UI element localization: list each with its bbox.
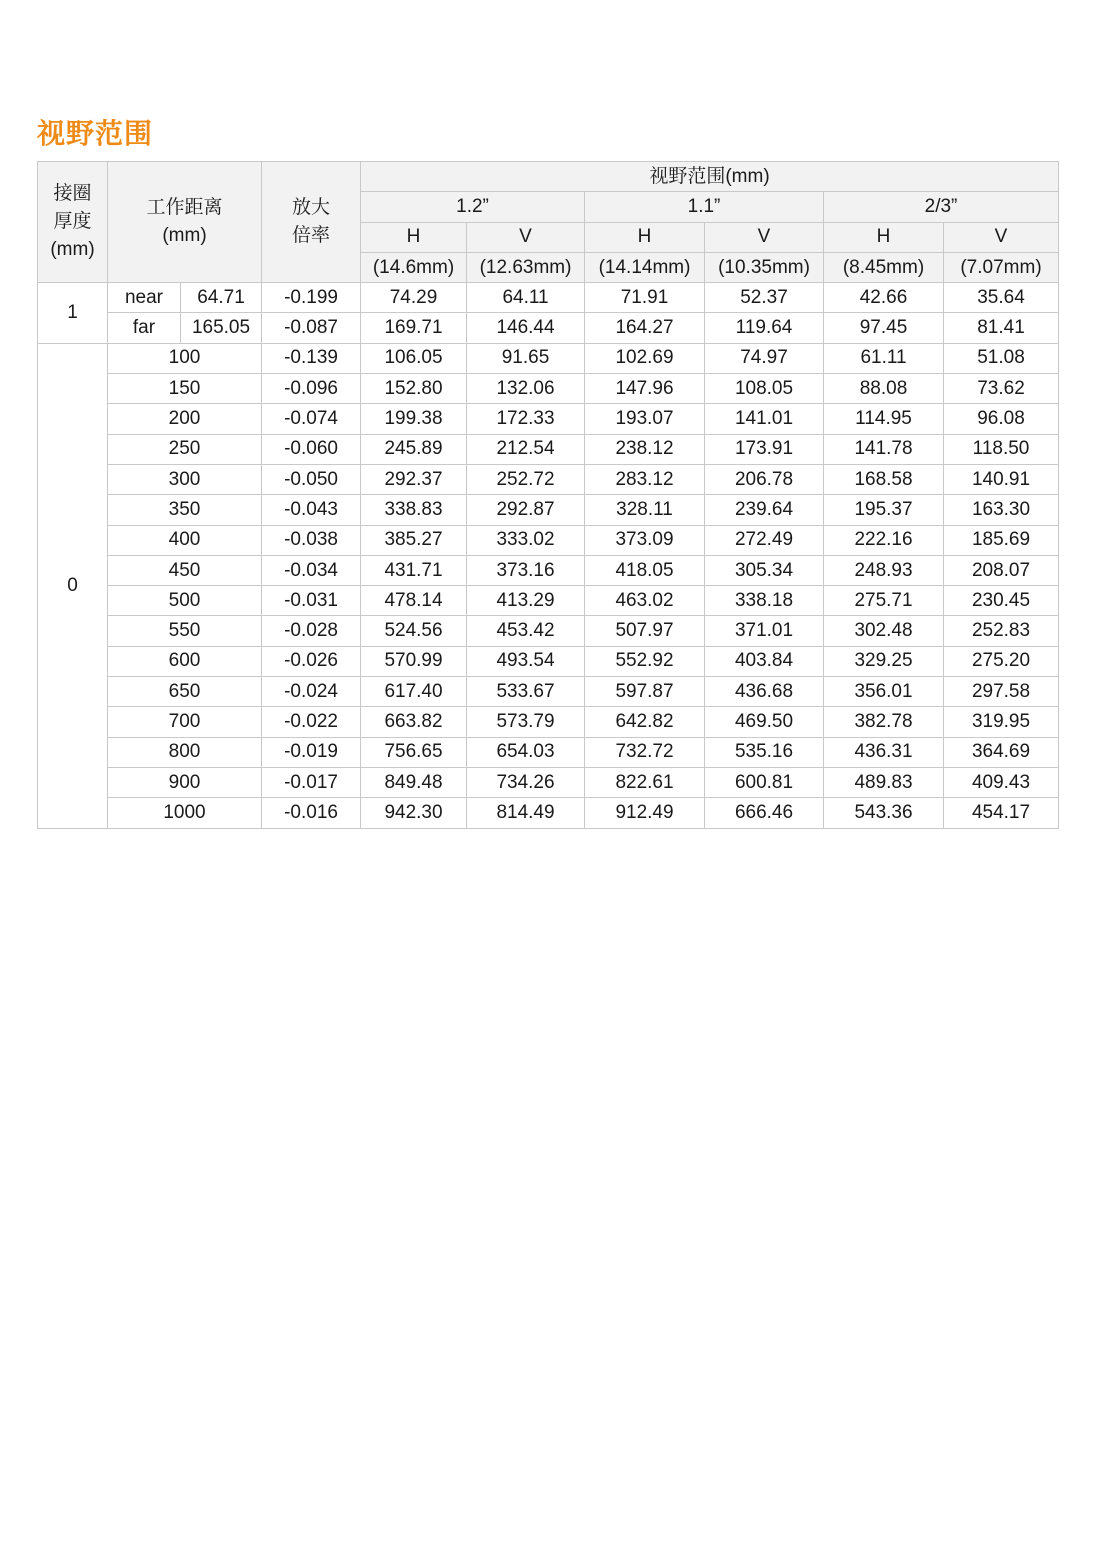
fov-value-cell: 275.20	[944, 646, 1059, 676]
fov-value-cell: 642.82	[585, 707, 705, 737]
fov-value-cell: 403.84	[705, 646, 824, 676]
fov-value-cell: 146.44	[467, 313, 585, 343]
fov-value-cell: 732.72	[585, 737, 705, 767]
table-row	[38, 616, 1059, 646]
fov-value-cell: 431.71	[361, 555, 467, 585]
table-row	[38, 767, 1059, 797]
magnification-cell: -0.050	[262, 464, 361, 494]
header-sensor-1-2: 1.2”	[361, 192, 585, 222]
fov-value-cell: 524.56	[361, 616, 467, 646]
magnification-cell: -0.028	[262, 616, 361, 646]
fov-value-cell: 199.38	[361, 404, 467, 434]
fov-value-cell: 493.54	[467, 646, 585, 676]
table-row	[38, 798, 1059, 828]
working-distance-cell: 700	[108, 707, 262, 737]
fov-value-cell: 297.58	[944, 677, 1059, 707]
working-distance-cell: 650	[108, 677, 262, 707]
fov-value-cell: 118.50	[944, 434, 1059, 464]
fov-value-cell: 305.34	[705, 555, 824, 585]
fov-value-cell: 329.25	[824, 646, 944, 676]
table-row	[38, 646, 1059, 676]
fov-value-cell: 272.49	[705, 525, 824, 555]
magnification-cell: -0.074	[262, 404, 361, 434]
fov-value-cell: 61.11	[824, 343, 944, 373]
working-distance-cell: 1000	[108, 798, 262, 828]
fov-value-cell: 71.91	[585, 283, 705, 313]
fov-value-cell: 168.58	[824, 464, 944, 494]
table-row	[38, 404, 1059, 434]
magnification-cell: -0.096	[262, 374, 361, 404]
fov-value-cell: 185.69	[944, 525, 1059, 555]
fov-value-cell: 570.99	[361, 646, 467, 676]
fov-value-cell: 292.87	[467, 495, 585, 525]
fov-value-cell: 478.14	[361, 586, 467, 616]
fov-value-cell: 97.45	[824, 313, 944, 343]
fov-value-cell: 252.83	[944, 616, 1059, 646]
fov-value-cell: 463.02	[585, 586, 705, 616]
working-distance-cell: 165.05	[181, 313, 262, 343]
fov-value-cell: 617.40	[361, 677, 467, 707]
fov-value-cell: 409.43	[944, 767, 1059, 797]
working-distance-cell: 300	[108, 464, 262, 494]
fov-value-cell: 206.78	[705, 464, 824, 494]
header-v-size: (10.35mm)	[705, 252, 824, 282]
fov-value-cell: 147.96	[585, 374, 705, 404]
fov-value-cell: 74.97	[705, 343, 824, 373]
working-distance-cell: 350	[108, 495, 262, 525]
working-distance-cell: 600	[108, 646, 262, 676]
fov-value-cell: 132.06	[467, 374, 585, 404]
fov-value-cell: 108.05	[705, 374, 824, 404]
working-distance-cell: 550	[108, 616, 262, 646]
fov-value-cell: 252.72	[467, 464, 585, 494]
fov-value-cell: 195.37	[824, 495, 944, 525]
fov-value-cell: 371.01	[705, 616, 824, 646]
fov-value-cell: 663.82	[361, 707, 467, 737]
fov-value-cell: 102.69	[585, 343, 705, 373]
header-sensor-2-3: 2/3”	[824, 192, 1059, 222]
fov-value-cell: 734.26	[467, 767, 585, 797]
fov-value-cell: 238.12	[585, 434, 705, 464]
fov-value-cell: 88.08	[824, 374, 944, 404]
working-distance-cell: 250	[108, 434, 262, 464]
distance-label-cell: far	[108, 313, 181, 343]
magnification-cell: -0.019	[262, 737, 361, 767]
magnification-cell: -0.016	[262, 798, 361, 828]
fov-value-cell: 163.30	[944, 495, 1059, 525]
fov-value-cell: 52.37	[705, 283, 824, 313]
table-row	[38, 374, 1059, 404]
magnification-cell: -0.034	[262, 555, 361, 585]
header-h-size: (14.14mm)	[585, 252, 705, 282]
header-v-label: V	[467, 222, 585, 252]
fov-value-cell: 543.36	[824, 798, 944, 828]
fov-value-cell: 230.45	[944, 586, 1059, 616]
fov-value-cell: 152.80	[361, 374, 467, 404]
magnification-cell: -0.060	[262, 434, 361, 464]
fov-value-cell: 164.27	[585, 313, 705, 343]
header-working-distance: 工作距离 (mm)	[108, 162, 262, 283]
table-row	[38, 343, 1059, 373]
fov-table	[37, 161, 1059, 829]
header-v-size: (7.07mm)	[944, 252, 1059, 282]
fov-value-cell: 222.16	[824, 525, 944, 555]
table-row	[38, 434, 1059, 464]
fov-value-cell: 292.37	[361, 464, 467, 494]
fov-value-cell: 51.08	[944, 343, 1059, 373]
working-distance-cell: 900	[108, 767, 262, 797]
working-distance-cell: 400	[108, 525, 262, 555]
fov-value-cell: 239.64	[705, 495, 824, 525]
working-distance-cell: 200	[108, 404, 262, 434]
magnification-cell: -0.024	[262, 677, 361, 707]
fov-value-cell: 573.79	[467, 707, 585, 737]
fov-value-cell: 319.95	[944, 707, 1059, 737]
header-h-size: (8.45mm)	[824, 252, 944, 282]
fov-value-cell: 193.07	[585, 404, 705, 434]
fov-value-cell: 942.30	[361, 798, 467, 828]
fov-value-cell: 654.03	[467, 737, 585, 767]
fov-value-cell: 74.29	[361, 283, 467, 313]
header-magnification: 放大 倍率	[262, 162, 361, 283]
magnification-cell: -0.043	[262, 495, 361, 525]
header-sensor-1-1: 1.1”	[585, 192, 824, 222]
fov-value-cell: 489.83	[824, 767, 944, 797]
fov-value-cell: 849.48	[361, 767, 467, 797]
fov-value-cell: 302.48	[824, 616, 944, 646]
header-h-label: H	[361, 222, 467, 252]
table-body	[38, 283, 1059, 828]
fov-value-cell: 169.71	[361, 313, 467, 343]
fov-value-cell: 42.66	[824, 283, 944, 313]
table-row	[38, 313, 1059, 343]
fov-value-cell: 248.93	[824, 555, 944, 585]
page-title: 视野范围	[37, 117, 154, 150]
magnification-cell: -0.017	[262, 767, 361, 797]
fov-value-cell: 119.64	[705, 313, 824, 343]
table-row	[38, 283, 1059, 313]
fov-value-cell: 172.33	[467, 404, 585, 434]
working-distance-cell: 800	[108, 737, 262, 767]
fov-value-cell: 814.49	[467, 798, 585, 828]
fov-value-cell: 208.07	[944, 555, 1059, 585]
magnification-cell: -0.026	[262, 646, 361, 676]
working-distance-cell: 450	[108, 555, 262, 585]
fov-value-cell: 96.08	[944, 404, 1059, 434]
fov-value-cell: 373.09	[585, 525, 705, 555]
table-row	[38, 464, 1059, 494]
magnification-cell: -0.038	[262, 525, 361, 555]
fov-value-cell: 114.95	[824, 404, 944, 434]
fov-value-cell: 283.12	[585, 464, 705, 494]
fov-value-cell: 333.02	[467, 525, 585, 555]
fov-value-cell: 436.31	[824, 737, 944, 767]
ring-thickness-cell: 0	[38, 343, 108, 828]
header-v-label: V	[944, 222, 1059, 252]
distance-label-cell: near	[108, 283, 181, 313]
header-h-label: H	[585, 222, 705, 252]
fov-value-cell: 552.92	[585, 646, 705, 676]
fov-value-cell: 141.78	[824, 434, 944, 464]
fov-value-cell: 338.18	[705, 586, 824, 616]
fov-value-cell: 756.65	[361, 737, 467, 767]
fov-value-cell: 454.17	[944, 798, 1059, 828]
fov-value-cell: 666.46	[705, 798, 824, 828]
fov-value-cell: 507.97	[585, 616, 705, 646]
fov-value-cell: 35.64	[944, 283, 1059, 313]
fov-value-cell: 91.65	[467, 343, 585, 373]
fov-value-cell: 469.50	[705, 707, 824, 737]
fov-value-cell: 535.16	[705, 737, 824, 767]
fov-value-cell: 106.05	[361, 343, 467, 373]
header-ring-thickness: 接圈 厚度 (mm)	[38, 162, 108, 283]
table-row	[38, 677, 1059, 707]
fov-value-cell: 140.91	[944, 464, 1059, 494]
magnification-cell: -0.199	[262, 283, 361, 313]
fov-value-cell: 533.67	[467, 677, 585, 707]
header-v-size: (12.63mm)	[467, 252, 585, 282]
table-row	[38, 707, 1059, 737]
header-h-label: H	[824, 222, 944, 252]
fov-value-cell: 328.11	[585, 495, 705, 525]
fov-value-cell: 73.62	[944, 374, 1059, 404]
fov-value-cell: 64.11	[467, 283, 585, 313]
fov-value-cell: 418.05	[585, 555, 705, 585]
fov-value-cell: 338.83	[361, 495, 467, 525]
fov-value-cell: 373.16	[467, 555, 585, 585]
fov-value-cell: 597.87	[585, 677, 705, 707]
header-h-size: (14.6mm)	[361, 252, 467, 282]
table-row	[38, 737, 1059, 767]
table-row	[38, 495, 1059, 525]
fov-value-cell: 385.27	[361, 525, 467, 555]
table-row	[38, 586, 1059, 616]
table-row	[38, 525, 1059, 555]
fov-value-cell: 173.91	[705, 434, 824, 464]
fov-value-cell: 275.71	[824, 586, 944, 616]
fov-value-cell: 912.49	[585, 798, 705, 828]
table-row	[38, 555, 1059, 585]
fov-value-cell: 245.89	[361, 434, 467, 464]
magnification-cell: -0.139	[262, 343, 361, 373]
fov-value-cell: 600.81	[705, 767, 824, 797]
fov-value-cell: 382.78	[824, 707, 944, 737]
magnification-cell: -0.087	[262, 313, 361, 343]
ring-thickness-cell: 1	[38, 283, 108, 344]
fov-value-cell: 356.01	[824, 677, 944, 707]
working-distance-cell: 150	[108, 374, 262, 404]
fov-value-cell: 81.41	[944, 313, 1059, 343]
fov-value-cell: 453.42	[467, 616, 585, 646]
fov-value-cell: 436.68	[705, 677, 824, 707]
header-v-label: V	[705, 222, 824, 252]
fov-value-cell: 413.29	[467, 586, 585, 616]
table-header	[38, 162, 1059, 283]
fov-value-cell: 141.01	[705, 404, 824, 434]
fov-value-cell: 822.61	[585, 767, 705, 797]
working-distance-cell: 64.71	[181, 283, 262, 313]
working-distance-cell: 500	[108, 586, 262, 616]
magnification-cell: -0.022	[262, 707, 361, 737]
fov-value-cell: 212.54	[467, 434, 585, 464]
header-fov: 视野范围(mm)	[361, 162, 1059, 192]
fov-value-cell: 364.69	[944, 737, 1059, 767]
working-distance-cell: 100	[108, 343, 262, 373]
magnification-cell: -0.031	[262, 586, 361, 616]
